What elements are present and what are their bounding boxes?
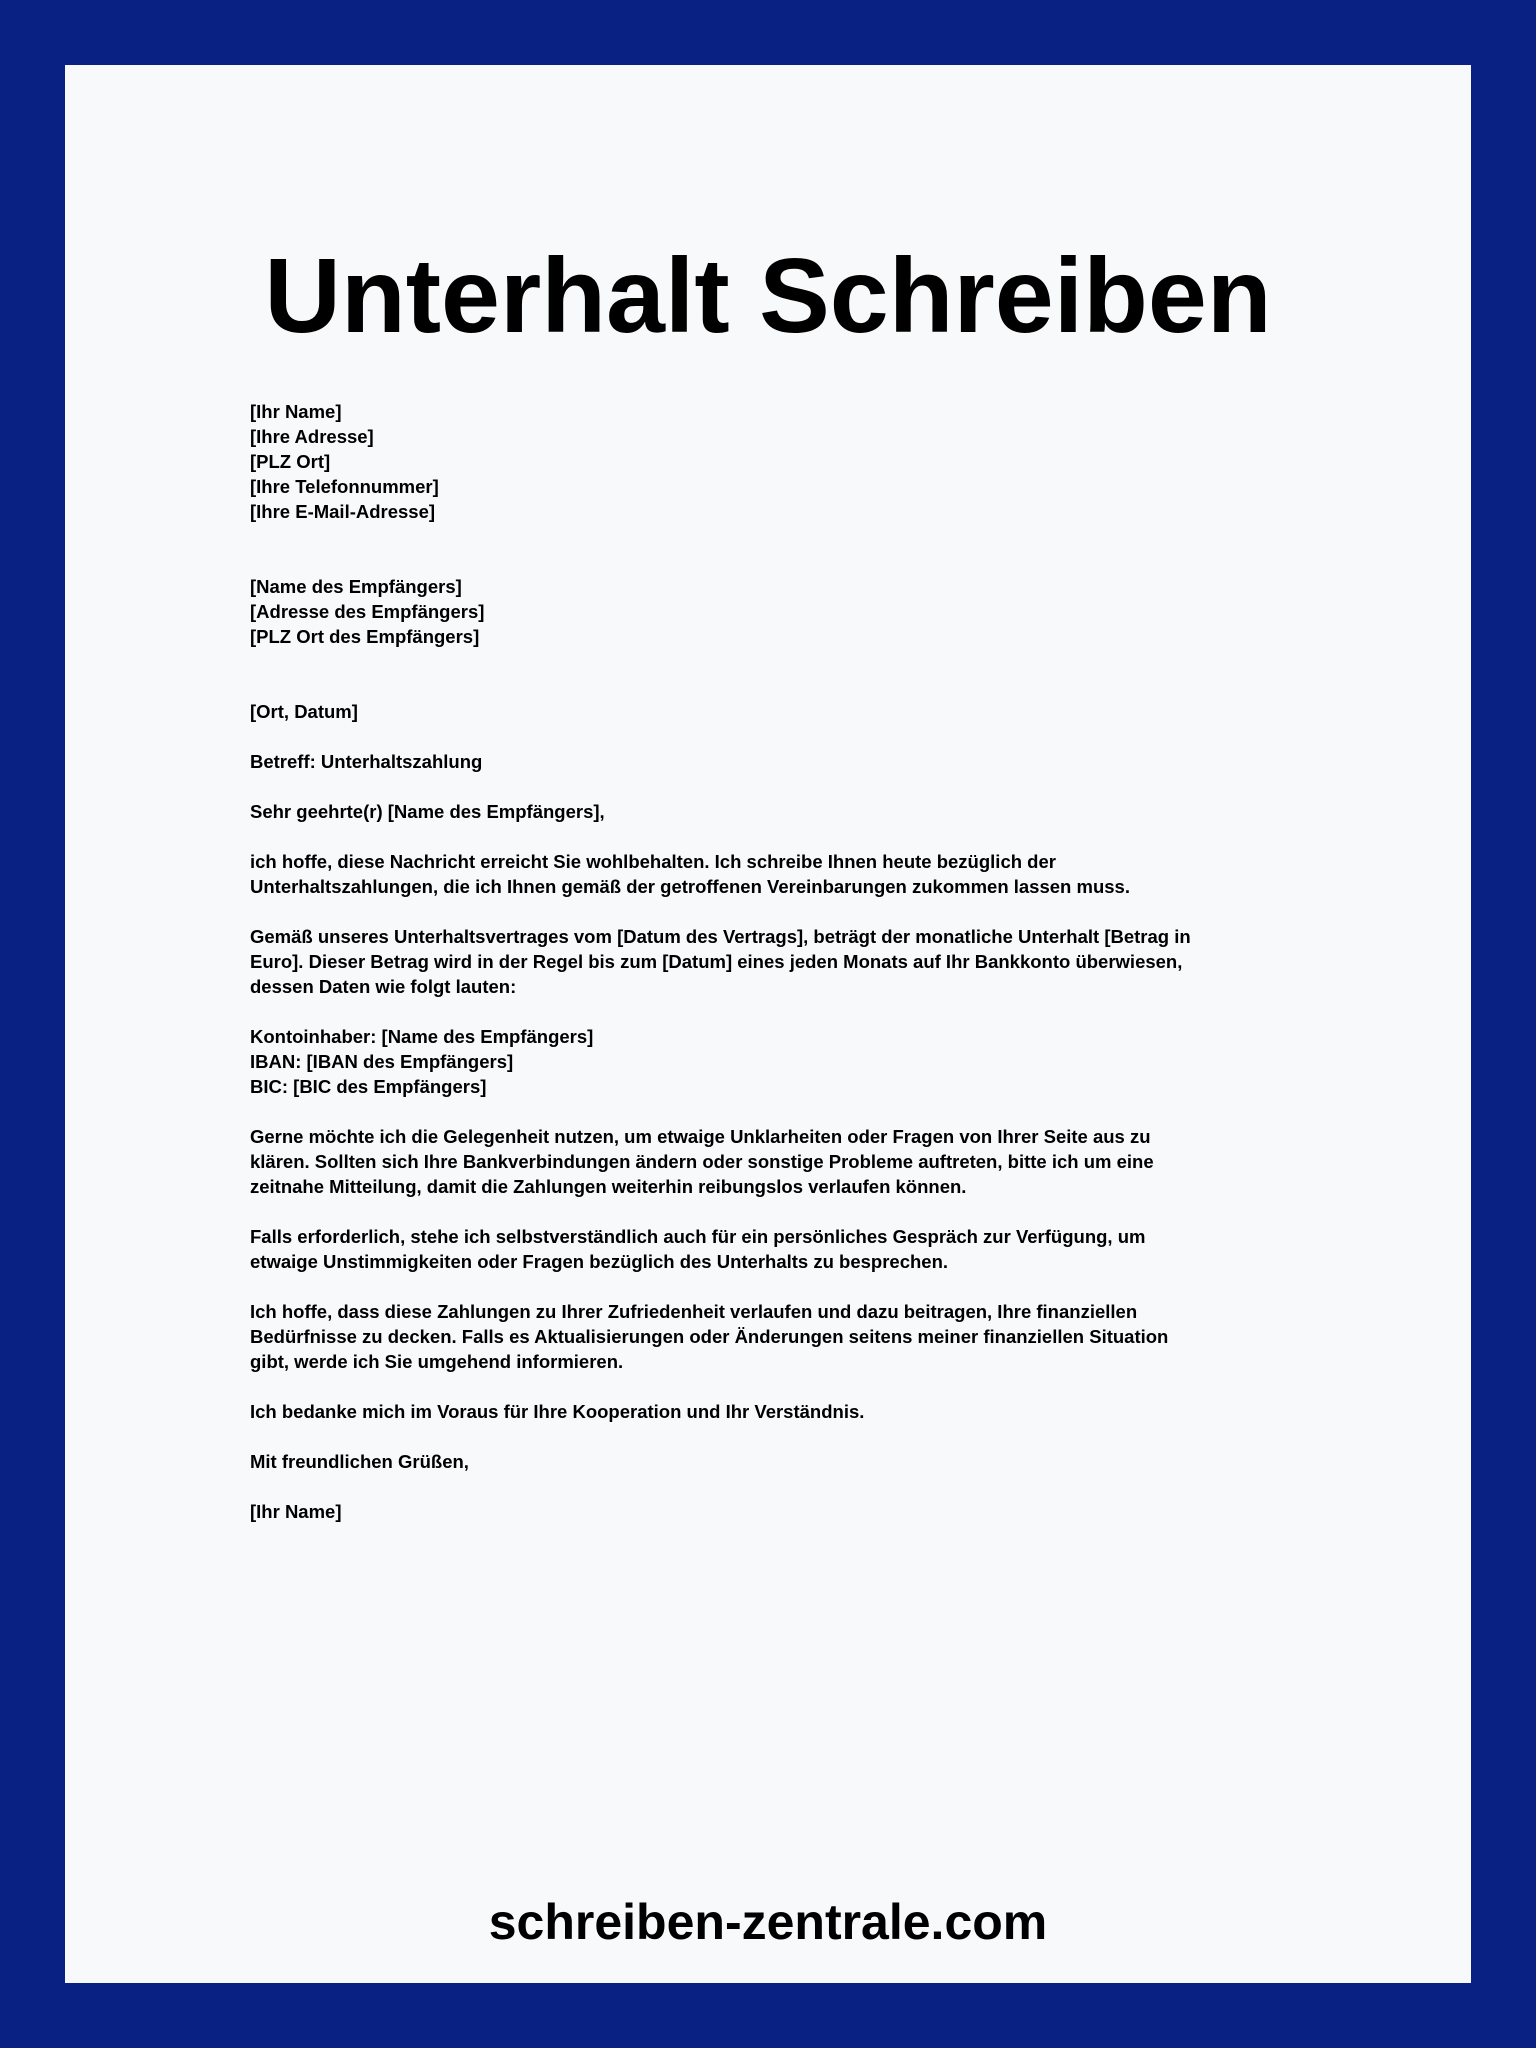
signature: [Ihr Name] [250,1501,342,1522]
recipient-city: [PLZ Ort des Empfängers] [250,626,480,647]
page-title: Unterhalt Schreiben [264,237,1272,355]
account-holder: Kontoinhaber: [Name des Empfängers] [250,1026,594,1047]
sender-address [250,399,1330,524]
text-line: Euro]. Dieser Betrag wird in der Regel bis zum [Datum] eines jeden Monats auf Ihr Bankkonto überwiesen, [250,951,1183,972]
text-line: Ich bedanke mich im Voraus für Ihre Kooperation und Ihr Verständnis. [250,1401,865,1422]
text-line: klären. Sollten sich Ihre Bankverbindungen ändern oder sonstige Probleme auftreten, bitte ich um eine [250,1151,1154,1172]
bank-details [250,1024,1330,1099]
text-line: zeitnahe Mitteilung, damit die Zahlungen weiterhin reibungslos verlaufen können. [250,1176,967,1197]
sender-city: [PLZ Ort] [250,451,331,472]
recipient-street: [Adresse des Empfängers] [250,601,485,622]
bic: BIC: [BIC des Empfängers] [250,1076,487,1097]
text-line: Gemäß unseres Unterhaltsvertrages vom [Datum des Vertrags], beträgt der monatliche Unterhalt [Betrag in [250,926,1191,947]
text-line: etwaige Unstimmigkeiten oder Fragen bezüglich des Unterhalts zu besprechen. [250,1251,949,1272]
text-line: gibt, werde ich Sie umgehend informieren. [250,1351,624,1372]
text-line: Falls erforderlich, stehe ich selbstverständlich auch für ein persönliches Gespräch zur Verfügung, um [250,1226,1146,1247]
text-line: Unterhaltszahlungen, die ich Ihnen gemäß der getroffenen Vereinbarungen zukommen lassen muss. [250,876,1130,897]
text-line: Ich hoffe, dass diese Zahlungen zu Ihrer Zufriedenheit verlaufen und dazu beitragen, Ihre finanziellen [250,1301,1138,1322]
recipient-address [250,574,1330,649]
closing: Mit freundlichen Grüßen, [250,1451,469,1472]
text-line: Gerne möchte ich die Gelegenheit nutzen, um etwaige Unklarheiten oder Fragen von Ihrer Seite aus zu [250,1126,1151,1147]
paragraph-satisfaction [250,1299,1330,1374]
paragraph-intro [250,849,1330,899]
sender-name: [Ihr Name] [250,401,342,422]
iban: IBAN: [IBAN des Empfängers] [250,1051,514,1072]
footer-website: schreiben-zentrale.com [488,1894,1048,1950]
sender-street: [Ihre Adresse] [250,426,374,447]
paragraph-contract [250,924,1330,999]
text-line: Bedürfnisse zu decken. Falls es Aktualisierungen oder Änderungen seitens meiner finanziellen Situation [250,1326,1169,1347]
sender-email: [Ihre E-Mail-Adresse] [250,501,436,522]
salutation: Sehr geehrte(r) [Name des Empfängers], [250,801,605,822]
letter-paper [65,65,1471,1983]
text-line: ich hoffe, diese Nachricht erreicht Sie wohlbehalten. Ich schreibe Ihnen heute bezüglich der [250,851,1056,872]
letter-body [250,399,1330,1524]
place-date: [Ort, Datum] [250,701,358,722]
paragraph-conversation [250,1224,1330,1274]
text-line: dessen Daten wie folgt lauten: [250,976,517,997]
recipient-name: [Name des Empfängers] [250,576,462,597]
paragraph-questions [250,1124,1330,1199]
subject-line: Betreff: Unterhaltszahlung [250,751,483,772]
paragraph-thanks [250,1399,1330,1424]
sender-phone: [Ihre Telefonnummer] [250,476,439,497]
